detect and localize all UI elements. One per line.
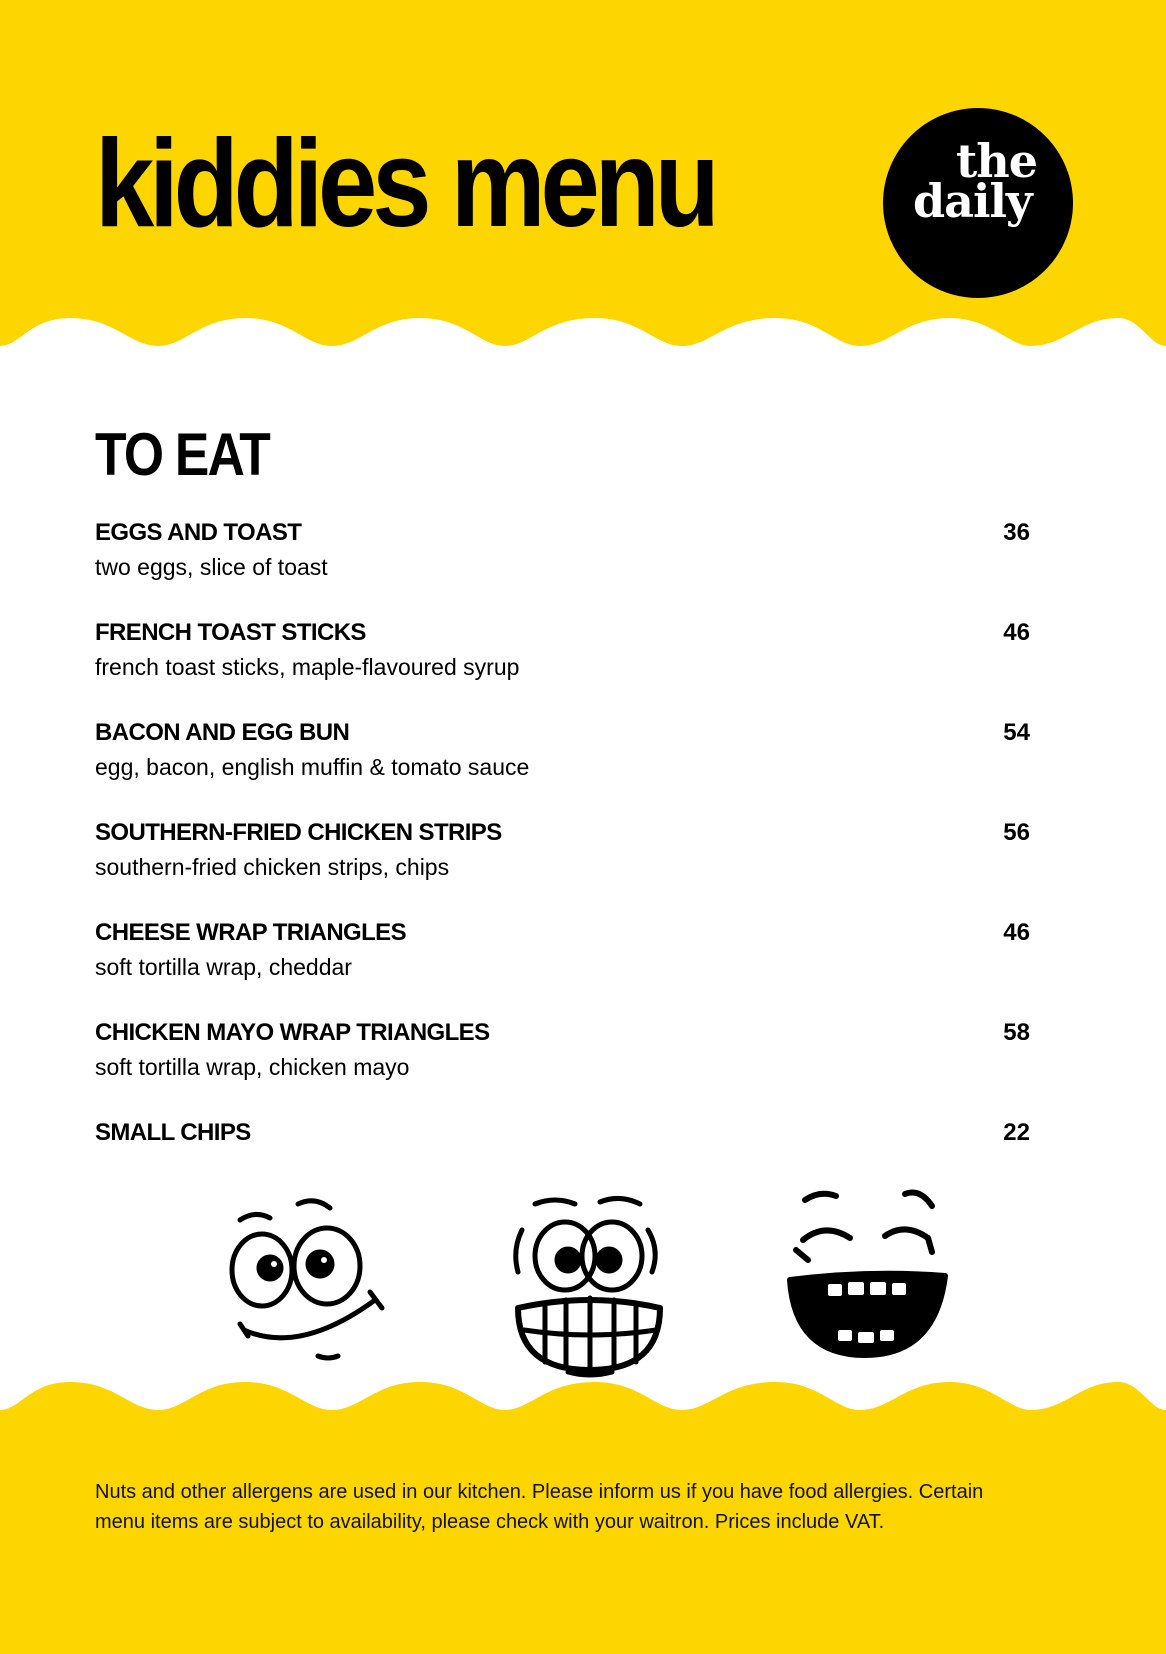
menu-item-name: SOUTHERN-FRIED CHICKEN STRIPS (95, 819, 502, 846)
menu-item-name: BACON AND EGG BUN (95, 719, 350, 746)
allergen-note: Nuts and other allergens are used in our kitchen. Please inform us if you have food allergies. Certain menu items are subject to availability, please check with your waitron. Prices include VAT. (95, 1481, 984, 1533)
menu-item-price: 36 (1003, 519, 1030, 546)
menu-item-price: 22 (1003, 1119, 1030, 1146)
smiling-face-icon (232, 1201, 382, 1358)
menu-item-description: egg, bacon, english muffin & tomato sauce (95, 754, 530, 780)
logo-line-1: the (956, 134, 1037, 188)
menu-item-name: FRENCH TOAST STICKS (95, 619, 366, 646)
menu-item-name: SMALL CHIPS (95, 1119, 251, 1146)
menu-item-name: CHEESE WRAP TRIANGLES (95, 919, 406, 946)
menu-item-price: 46 (1003, 919, 1030, 946)
logo-line-2: daily (913, 174, 1032, 228)
laughing-face-icon (790, 1193, 945, 1356)
section-title: TO EAT (95, 421, 270, 488)
menu-item-description: southern-fried chicken strips, chips (95, 854, 450, 880)
menu-item-price: 46 (1003, 619, 1030, 646)
menu-item-name: CHICKEN MAYO WRAP TRIANGLES (95, 1019, 490, 1046)
brand-logo (883, 108, 1073, 298)
menu-item-price: 58 (1003, 1019, 1030, 1046)
menu-item-description: french toast sticks, maple-flavoured syrup (95, 654, 520, 680)
menu-item-name: EGGS AND TOAST (95, 519, 302, 546)
menu-item-price: 56 (1003, 819, 1030, 846)
page-title: kiddies menu (95, 115, 715, 253)
menu-item-description: soft tortilla wrap, cheddar (95, 954, 352, 980)
menu-item-description: two eggs, slice of toast (95, 554, 328, 580)
header-banner (0, 0, 1166, 380)
grinning-face-icon (516, 1198, 660, 1375)
menu-item-price: 54 (1003, 719, 1030, 746)
faces-illustration (0, 1180, 1166, 1380)
menu-item-description: soft tortilla wrap, chicken mayo (95, 1054, 410, 1080)
